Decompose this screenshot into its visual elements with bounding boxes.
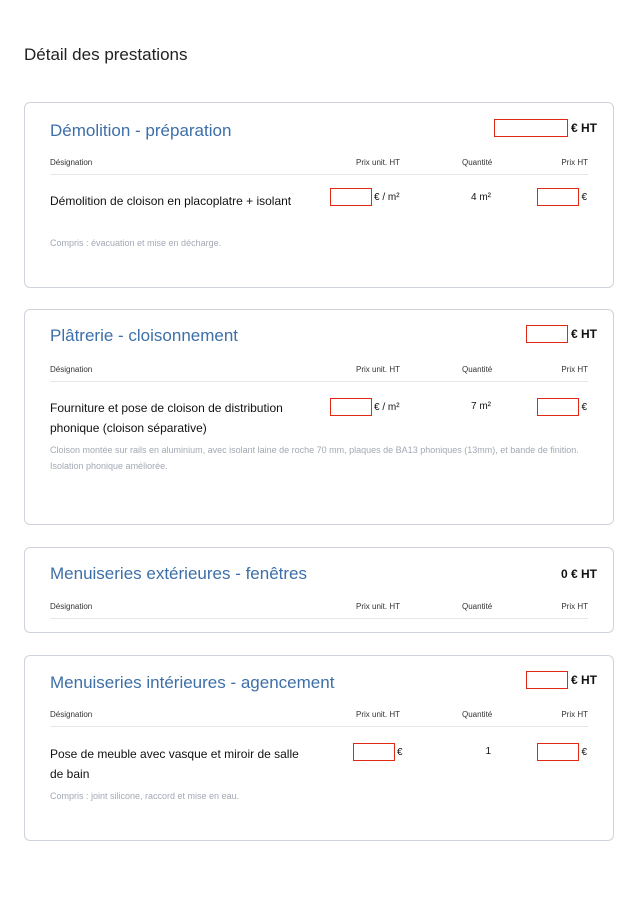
header-price: Prix HT (561, 710, 588, 719)
header-designation: Désignation (50, 602, 93, 611)
header-price: Prix HT (561, 158, 588, 167)
section-total: € HT (526, 325, 597, 343)
section-demolition (24, 102, 614, 288)
table-header (50, 601, 588, 619)
header-quantity: Quantité (462, 602, 493, 611)
table-header (50, 157, 588, 175)
header-unit-price: Prix unit. HT (356, 710, 401, 719)
section-total: € HT (526, 671, 597, 689)
redacted-price (537, 188, 579, 206)
section-menuiseries-exterieures (24, 547, 614, 633)
row-price: € (537, 188, 587, 206)
row-quantity: 4 m² (471, 192, 491, 203)
header-quantity: Quantité (462, 365, 493, 374)
header-quantity: Quantité (462, 158, 493, 167)
section-total: 0 € HT (560, 567, 597, 581)
header-designation: Désignation (50, 158, 93, 167)
header-price: Prix HT (561, 365, 588, 374)
header-unit-price: Prix unit. HT (356, 158, 401, 167)
row-note (50, 442, 590, 474)
note-line: Isolation phonique améliorée. (50, 461, 168, 471)
row-unit-price: € (353, 743, 403, 761)
redacted-total (526, 325, 568, 343)
section-title: Plâtrerie - cloisonnement (50, 326, 239, 345)
row-designation: Fourniture et pose de cloison de distribution phonique (cloison séparative) (50, 401, 283, 435)
row-price: € (537, 743, 587, 761)
redacted-unit-price (353, 743, 395, 761)
header-price: Prix HT (561, 602, 588, 611)
header-unit-price: Prix unit. HT (356, 602, 401, 611)
row-quantity: 7 m² (471, 401, 491, 412)
section-title: Menuiseries intérieures - agencement (50, 673, 335, 692)
redacted-price (537, 398, 579, 416)
row-quantity: 1 (485, 746, 491, 757)
row-unit-price: € / m² (330, 188, 400, 206)
row-price: € (537, 398, 587, 416)
row-designation: Pose de meuble avec vasque et miroir de salle de bain (50, 747, 299, 781)
table-header (50, 364, 588, 382)
row-designation: Démolition de cloison en placoplatre + isolant (50, 194, 292, 208)
section-title: Démolition - préparation (50, 121, 232, 140)
row-note: Compris : évacuation et mise en décharge. (50, 238, 222, 248)
header-quantity: Quantité (462, 710, 493, 719)
section-title: Menuiseries extérieures - fenêtres (50, 564, 308, 583)
header-designation: Désignation (50, 365, 93, 374)
header-unit-price: Prix unit. HT (356, 365, 401, 374)
section-platrerie (24, 309, 614, 525)
redacted-unit-price (330, 188, 372, 206)
section-total: € HT (494, 119, 597, 137)
row-unit-price: € / m² (330, 398, 400, 416)
row-note: Compris : joint silicone, raccord et mise en eau. (50, 791, 240, 801)
table-header (50, 709, 588, 727)
redacted-unit-price (330, 398, 372, 416)
redacted-total (494, 119, 568, 137)
section-menuiseries-interieures (24, 655, 614, 841)
note-line: Cloison montée sur rails en aluminium, avec isolant laine de roche 70 mm, plaques de BA13 phoniques (13mm), et bande de finition. (50, 445, 579, 455)
header-designation: Désignation (50, 710, 93, 719)
redacted-total (526, 671, 568, 689)
page-title: Détail des prestations (24, 45, 188, 64)
redacted-price (537, 743, 579, 761)
